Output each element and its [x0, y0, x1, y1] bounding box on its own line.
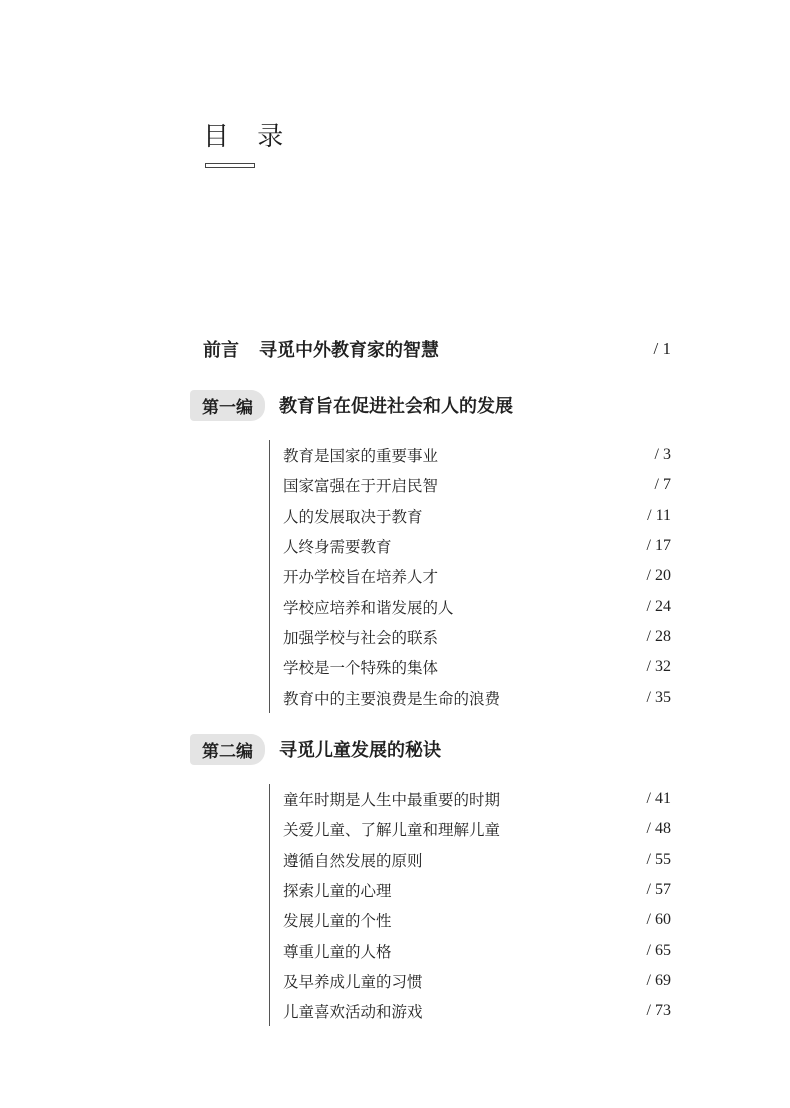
entry-page: / 55	[646, 850, 671, 868]
entry-page: / 24	[646, 597, 671, 615]
entry-title: 尊重儿童的人格	[283, 942, 392, 961]
toc-entry[interactable]	[283, 966, 671, 996]
toc-entry[interactable]	[283, 652, 671, 682]
entry-title: 教育中的主要浪费是生命的浪费	[283, 689, 501, 708]
toc-entry[interactable]	[283, 470, 671, 500]
entry-title: 人终身需要教育	[283, 538, 392, 557]
part-2-label: 第二编	[190, 734, 265, 765]
title-underline	[205, 163, 255, 168]
toc-entry[interactable]	[283, 935, 671, 965]
entry-page: / 35	[646, 688, 671, 706]
part-1-header[interactable]	[190, 390, 671, 420]
toc-entry[interactable]	[283, 784, 671, 814]
entry-page: / 7	[654, 476, 671, 494]
entry-page: / 69	[646, 971, 671, 989]
entry-page: / 3	[654, 446, 671, 464]
part-2	[190, 734, 671, 1026]
entry-page: / 32	[646, 658, 671, 676]
toc-entry[interactable]	[283, 531, 671, 561]
toc-entry[interactable]	[283, 561, 671, 591]
entry-title: 开办学校旨在培养人才	[283, 568, 439, 587]
entry-page: / 28	[646, 627, 671, 645]
entry-title: 人的发展取决于教育	[283, 507, 423, 526]
part-1-title: 教育旨在促进社会和人的发展	[279, 396, 513, 417]
toc-entry[interactable]	[283, 905, 671, 935]
preface-prefix: 前言	[203, 340, 239, 361]
entry-page: / 41	[646, 790, 671, 808]
preface-entry[interactable]	[203, 334, 671, 364]
entry-page: / 60	[646, 911, 671, 929]
entry-title: 探索儿童的心理	[283, 882, 392, 901]
part-2-entries	[269, 784, 671, 1026]
entry-page: / 48	[646, 820, 671, 838]
part-2-header[interactable]	[190, 734, 671, 764]
preface-page: / 1	[653, 339, 671, 358]
entry-title: 关爱儿童、了解儿童和理解儿童	[283, 821, 501, 840]
toc-entry[interactable]	[283, 501, 671, 531]
part-2-title: 寻觅儿童发展的秘诀	[279, 740, 441, 761]
preface-title: 寻觅中外教育家的智慧	[259, 340, 439, 361]
toc-entry[interactable]	[283, 814, 671, 844]
entry-title: 国家富强在于开启民智	[283, 477, 439, 496]
entry-title: 学校是一个特殊的集体	[283, 659, 439, 678]
entry-page: / 17	[646, 537, 671, 555]
toc-entry[interactable]	[283, 622, 671, 652]
entry-title: 童年时期是人生中最重要的时期	[283, 791, 501, 810]
toc-entry[interactable]	[283, 996, 671, 1026]
entry-title: 加强学校与社会的联系	[283, 628, 439, 647]
toc-entry[interactable]	[283, 440, 671, 470]
part-1-label: 第一编	[190, 390, 265, 421]
entry-title: 儿童喜欢活动和游戏	[283, 1003, 423, 1022]
entry-title: 教育是国家的重要事业	[283, 447, 439, 466]
entry-title: 发展儿童的个性	[283, 912, 392, 931]
entry-page: / 20	[646, 567, 671, 585]
toc-entry[interactable]	[283, 591, 671, 621]
toc-entry[interactable]	[283, 682, 671, 712]
part-1	[190, 390, 671, 713]
entry-title: 学校应培养和谐发展的人	[283, 598, 454, 617]
entry-title: 遵循自然发展的原则	[283, 851, 423, 870]
entry-page: / 11	[647, 506, 671, 524]
toc-entry[interactable]	[283, 845, 671, 875]
toc-entry[interactable]	[283, 875, 671, 905]
page-title: 目 录	[203, 122, 294, 152]
entry-page: / 73	[646, 1002, 671, 1020]
part-1-entries	[269, 440, 671, 713]
entry-title: 及早养成儿童的习惯	[283, 972, 423, 991]
entry-page: / 65	[646, 941, 671, 959]
entry-page: / 57	[646, 881, 671, 899]
